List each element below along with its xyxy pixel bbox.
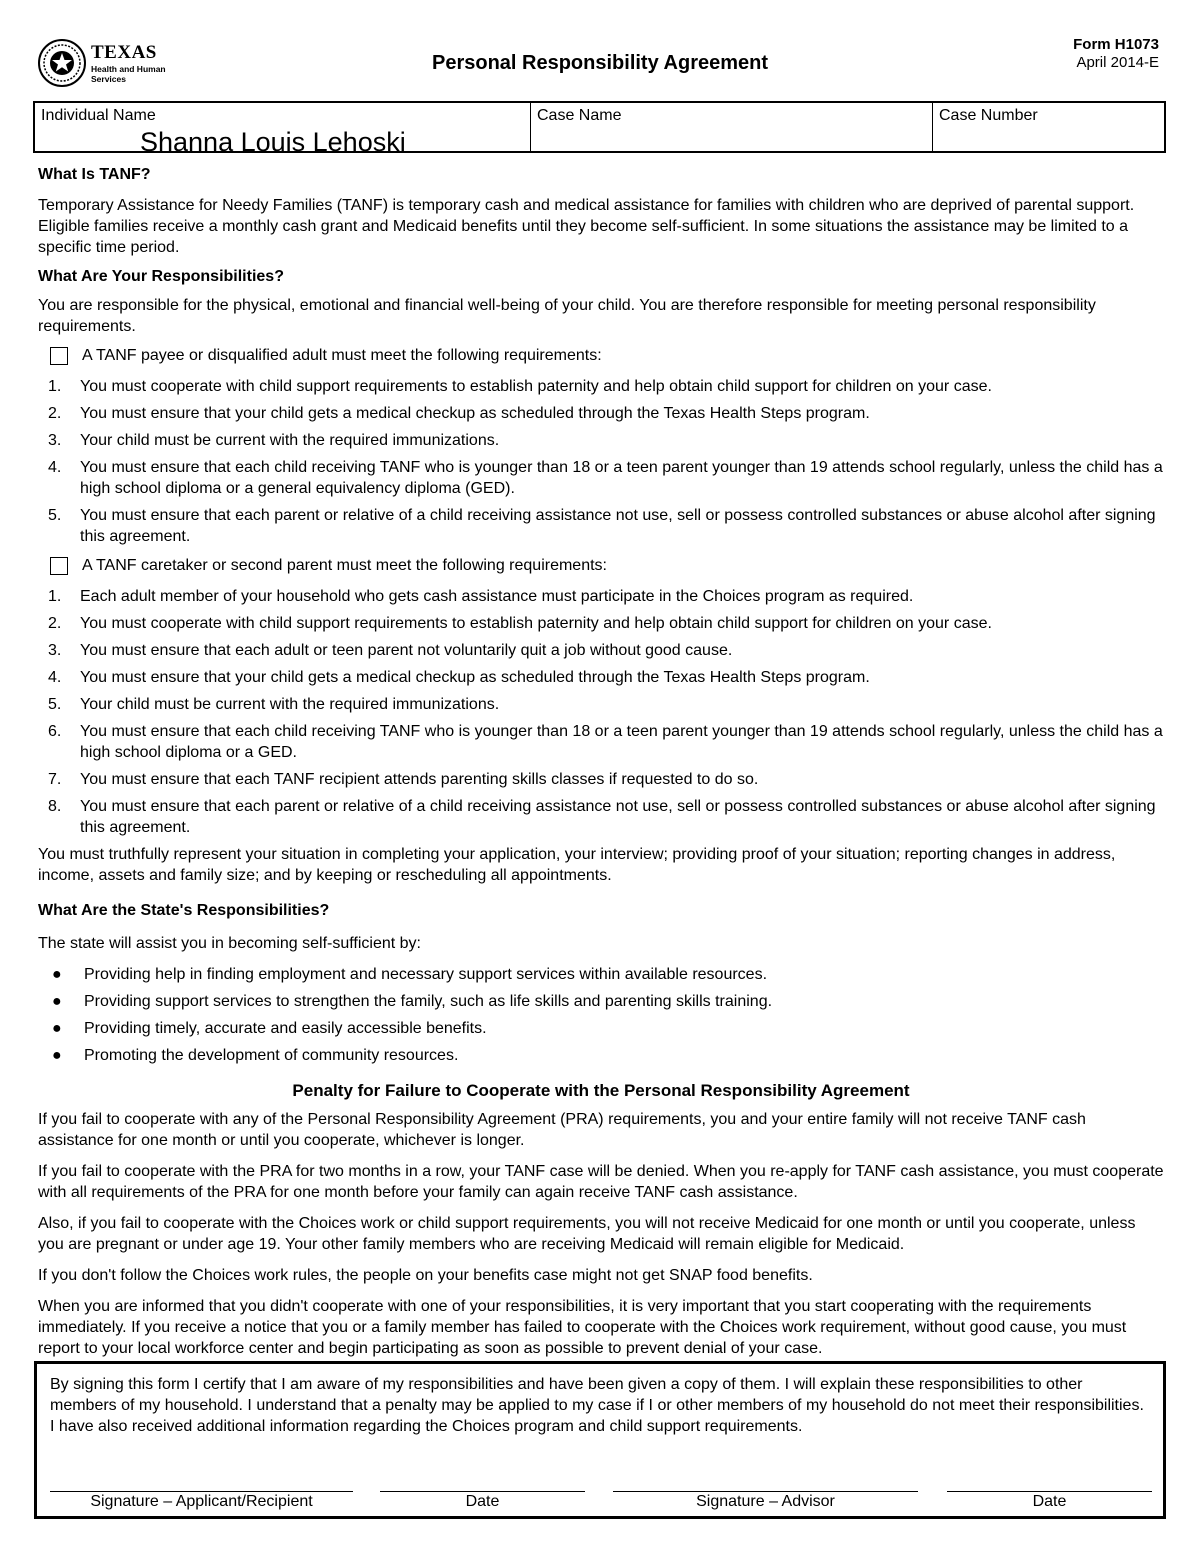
caretaker-checkbox[interactable] [50,557,68,575]
penalty-paragraph: If you don't follow the Choices work rules, the people on your benefits case might not get SNAP food benefits. [38,1267,813,1284]
requirement-text: You must ensure that each parent or relative of a child receiving assistance not use, sell or possess controlled substances or abuse alcohol after signing this agreement. [80,798,1156,836]
requirement-text: Your child must be current with the required immunizations. [80,432,500,449]
requirement-text: You must ensure that each TANF recipient attends parenting skills classes if requested to do so. [80,771,759,788]
section-heading-tanf: What Is TANF? [38,166,151,183]
penalty-paragraph: Also, if you fail to cooperate with the Choices work or child support requirements, you will not receive Medicaid for one month or until you cooperate, unless you are pregnant or under age 19. Your other family members who are receiving Medicaid will remain eligible for Medicaid. [38,1215,1136,1253]
state-responsibility-item [38,964,1164,985]
responsibilities-intro: You are responsible for the physical, emotional and financial well-being of your child. You are therefore responsible for meeting personal responsibility requirements. [38,297,1096,335]
individual-name-field[interactable] [35,103,531,157]
requirement-text: You must ensure that each child receiving TANF who is younger than 18 or a teen parent younger than 19 attends school regularly, unless the child has a high school diploma or a general equivalency diploma (GED). [80,459,1163,497]
state-responsibilities-list [38,964,1164,1066]
payee-requirements-list [38,376,1164,547]
requirement-text: You must ensure that each child receiving TANF who is younger than 18 or a teen parent younger than 19 attends school regularly, unless the child has a high school diploma or a GED. [80,723,1163,761]
agency-subname: Health and Human Services [91,64,166,84]
individual-name-value: Shanna Louis Lehoski [140,127,406,157]
penalty-paragraph: If you fail to cooperate with the PRA for two months in a row, your TANF case will be denied. When you re-apply for TANF cash assistance, you must cooperate with all requirements of the PRA for one month before your family can again receive TANF cash assistance. [38,1163,1164,1201]
section-heading-penalty: Penalty for Failure to Cooperate with the Personal Responsibility Agreement [292,1081,910,1100]
state-responsibility-text: Providing help in finding employment and necessary support services within available resources. [84,966,768,983]
requirement-number: 6. [48,723,62,740]
requirement-item [38,769,1164,790]
caretaker-checkbox-row[interactable] [38,555,1164,576]
requirement-item [38,430,1164,451]
form-date: April 2014-E [1076,54,1159,71]
bullet-icon: ● [52,1047,62,1064]
requirement-number: 7. [48,771,62,788]
penalty-paragraphs [38,1109,1164,1359]
truthful-statement: You must truthfully represent your situation in completing your application, your interview; providing proof of your situation; reporting changes in address, income, assets and family size; and by keeping or rescheduling all appointments. [38,846,1116,884]
requirement-item [38,667,1164,688]
requirement-item [38,403,1164,424]
requirement-text: You must cooperate with child support requirements to establish paternity and help obtain child support for children on your case. [80,378,992,395]
bullet-icon: ● [52,1020,62,1037]
form-identifier [1073,36,1159,72]
state-responsibility-text: Promoting the development of community resources. [84,1047,459,1064]
requirement-text: You must ensure that each parent or relative of a child receiving assistance not use, sell or possess controlled substances or abuse alcohol after signing this agreement. [80,507,1156,545]
state-responsibility-text: Providing support services to strengthen the family, such as life skills and parenting skills training. [84,993,773,1010]
bullet-icon: ● [52,966,62,983]
requirement-text: Your child must be current with the required immunizations. [80,696,500,713]
form-body [38,164,1164,1359]
requirement-text: You must ensure that your child gets a medical checkup as scheduled through the Texas Health Steps program. [80,405,870,422]
requirement-item [38,721,1164,763]
advisor-date-line[interactable]: Date [947,1491,1152,1511]
payee-checkbox-label: A TANF payee or disqualified adult must meet the following requirements: [82,347,602,364]
advisor-signature-line[interactable]: Signature – Advisor [613,1491,918,1511]
tanf-description: Temporary Assistance for Needy Families (TANF) is temporary cash and medical assistance for families with children who are deprived of parental support. Eligible families receive a monthly cash grant and Medicaid benefits until they become self-sufficient. In some situations the assistance may be limited to a specific time period. [38,197,1135,256]
requirement-number: 1. [48,588,62,605]
case-number-field[interactable] [933,103,1166,151]
requirement-item [38,694,1164,715]
requirement-item [38,376,1164,397]
state-intro: The state will assist you in becoming self-sufficient by: [38,935,421,952]
case-name-field[interactable] [531,103,933,151]
requirement-number: 5. [48,507,62,524]
state-responsibility-text: Providing timely, accurate and easily accessible benefits. [84,1020,487,1037]
requirement-number: 4. [48,669,62,686]
section-heading-responsibilities: What Are Your Responsibilities? [38,268,284,285]
requirement-number: 4. [48,459,62,476]
signature-box [34,1361,1166,1519]
requirement-item [38,586,1164,607]
requirement-number: 1. [48,378,62,395]
caretaker-checkbox-label: A TANF caretaker or second parent must meet the following requirements: [82,557,607,574]
requirement-text: You must ensure that each adult or teen parent not voluntarily quit a job without good cause. [80,642,733,659]
requirement-item [38,613,1164,634]
applicant-date-line[interactable]: Date [380,1491,585,1511]
page-title: Personal Responsibility Agreement [431,52,768,74]
bullet-icon: ● [52,993,62,1010]
identity-fields [33,101,1166,157]
requirement-number: 5. [48,696,62,713]
payee-checkbox[interactable] [50,347,68,365]
certification-statement: By signing this form I certify that I am aware of my responsibilities and have been given a copy of them. I will explain these responsibilities to other members of my household. I understand that a penalty may be applied to my case if I or other members of my household do not meet their responsibilities. I have also received additional information regarding the Choices program and child support requirements. [50,1376,1144,1435]
caretaker-requirements-list [38,586,1164,838]
requirement-text: You must cooperate with child support requirements to establish paternity and help obtain child support for children on your case. [80,615,992,632]
state-responsibility-item [38,1045,1164,1066]
section-heading-state: What Are the State's Responsibilities? [38,902,330,919]
requirement-number: 8. [48,798,62,815]
penalty-paragraph: When you are informed that you didn't cooperate with one of your responsibilities, it is very important that you start cooperating with the requirements immediately. If you receive a notice that you or a family member has failed to cooperate with the Choices work requirement, without good cause, you must report to your local workforce center and begin participating as soon as possible to prevent denial of your case. [38,1298,1127,1357]
case-name-label: Case Name [537,107,622,124]
form-number: Form H1073 [1073,36,1159,53]
requirement-item [38,796,1164,838]
requirement-text: Each adult member of your household who gets cash assistance must participate in the Choices program as required. [80,588,914,605]
case-number-label: Case Number [939,107,1038,124]
requirement-number: 3. [48,432,62,449]
applicant-signature-line[interactable]: Signature – Applicant/Recipient [50,1491,353,1511]
agency-name: TEXAS [91,42,157,63]
requirement-text: You must ensure that your child gets a medical checkup as scheduled through the Texas Health Steps program. [80,669,870,686]
payee-checkbox-row[interactable] [38,345,1164,366]
requirement-number: 3. [48,642,62,659]
requirement-item [38,457,1164,499]
requirement-number: 2. [48,405,62,422]
requirement-item [38,640,1164,661]
requirement-item [38,505,1164,547]
state-responsibility-item [38,1018,1164,1039]
requirement-number: 2. [48,615,62,632]
state-responsibility-item [38,991,1164,1012]
individual-name-label: Individual Name [41,107,156,124]
penalty-paragraph: If you fail to cooperate with any of the Personal Responsibility Agreement (PRA) requirements, you and your entire family will not receive TANF cash assistance for one month or until you cooperate, whichever is longer. [38,1111,1086,1149]
